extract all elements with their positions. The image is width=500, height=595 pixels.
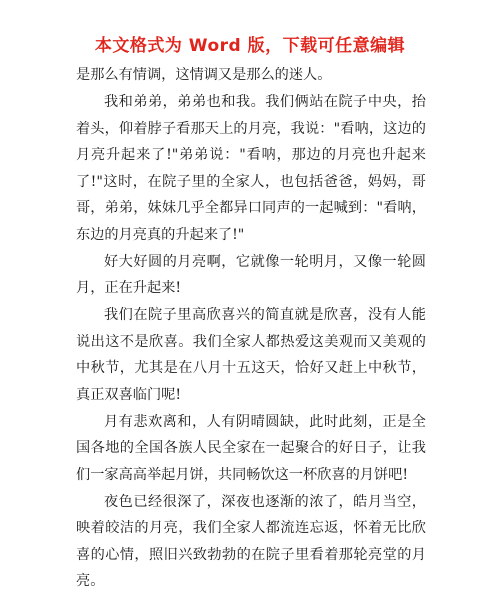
paragraph: 我们在院子里高欣喜兴的简直就是欣喜，没有人能说出这不是欣喜。我们全家人都热爱这美观而又美观的中秋节，尤其是在八月十五这天，恰好又赶上中秋节，真正双喜临门呢! [76, 307, 426, 403]
paragraph-continuation: 是那么有情调，这情调又是那么的迷人。 [76, 67, 332, 83]
document-body [76, 62, 426, 595]
document-banner: 本文格式为 Word 版，下载可任意编辑 [94, 36, 406, 56]
paragraph: 夜色已经很深了，深夜也逐渐的浓了，皓月当空，映着皎洁的月亮，我们全家人都流连忘返，怀着无比欣喜的心情，照旧兴致勃勃的在院子里看着那轮亮堂的月亮。 [76, 493, 426, 589]
paragraph: 好大好圆的月亮啊，它就像一轮明月，又像一轮圆月，正在升起来! [76, 253, 426, 296]
paragraph: 我和弟弟，弟弟也和我。我们俩站在院子中央，抬着头，仰着脖子看那天上的月亮，我说："看呐，这边的月亮升起来了!"弟弟说："看呐，那边的月亮也升起来了!"这时，在院子里的全家人，也包括爸爸，妈妈，哥哥，弟弟，妹妹几乎全都异口同声的一起喊到："看呐，东边的月亮真的升起来了!" [76, 94, 426, 243]
paragraph: 月有悲欢离和，人有阴晴圆缺，此时此刻，正是全国各地的全国各族人民全家在一起聚合的好日子，让我们一家高高举起月饼，共同畅饮这一杯欣喜的月饼吧! [76, 413, 426, 483]
